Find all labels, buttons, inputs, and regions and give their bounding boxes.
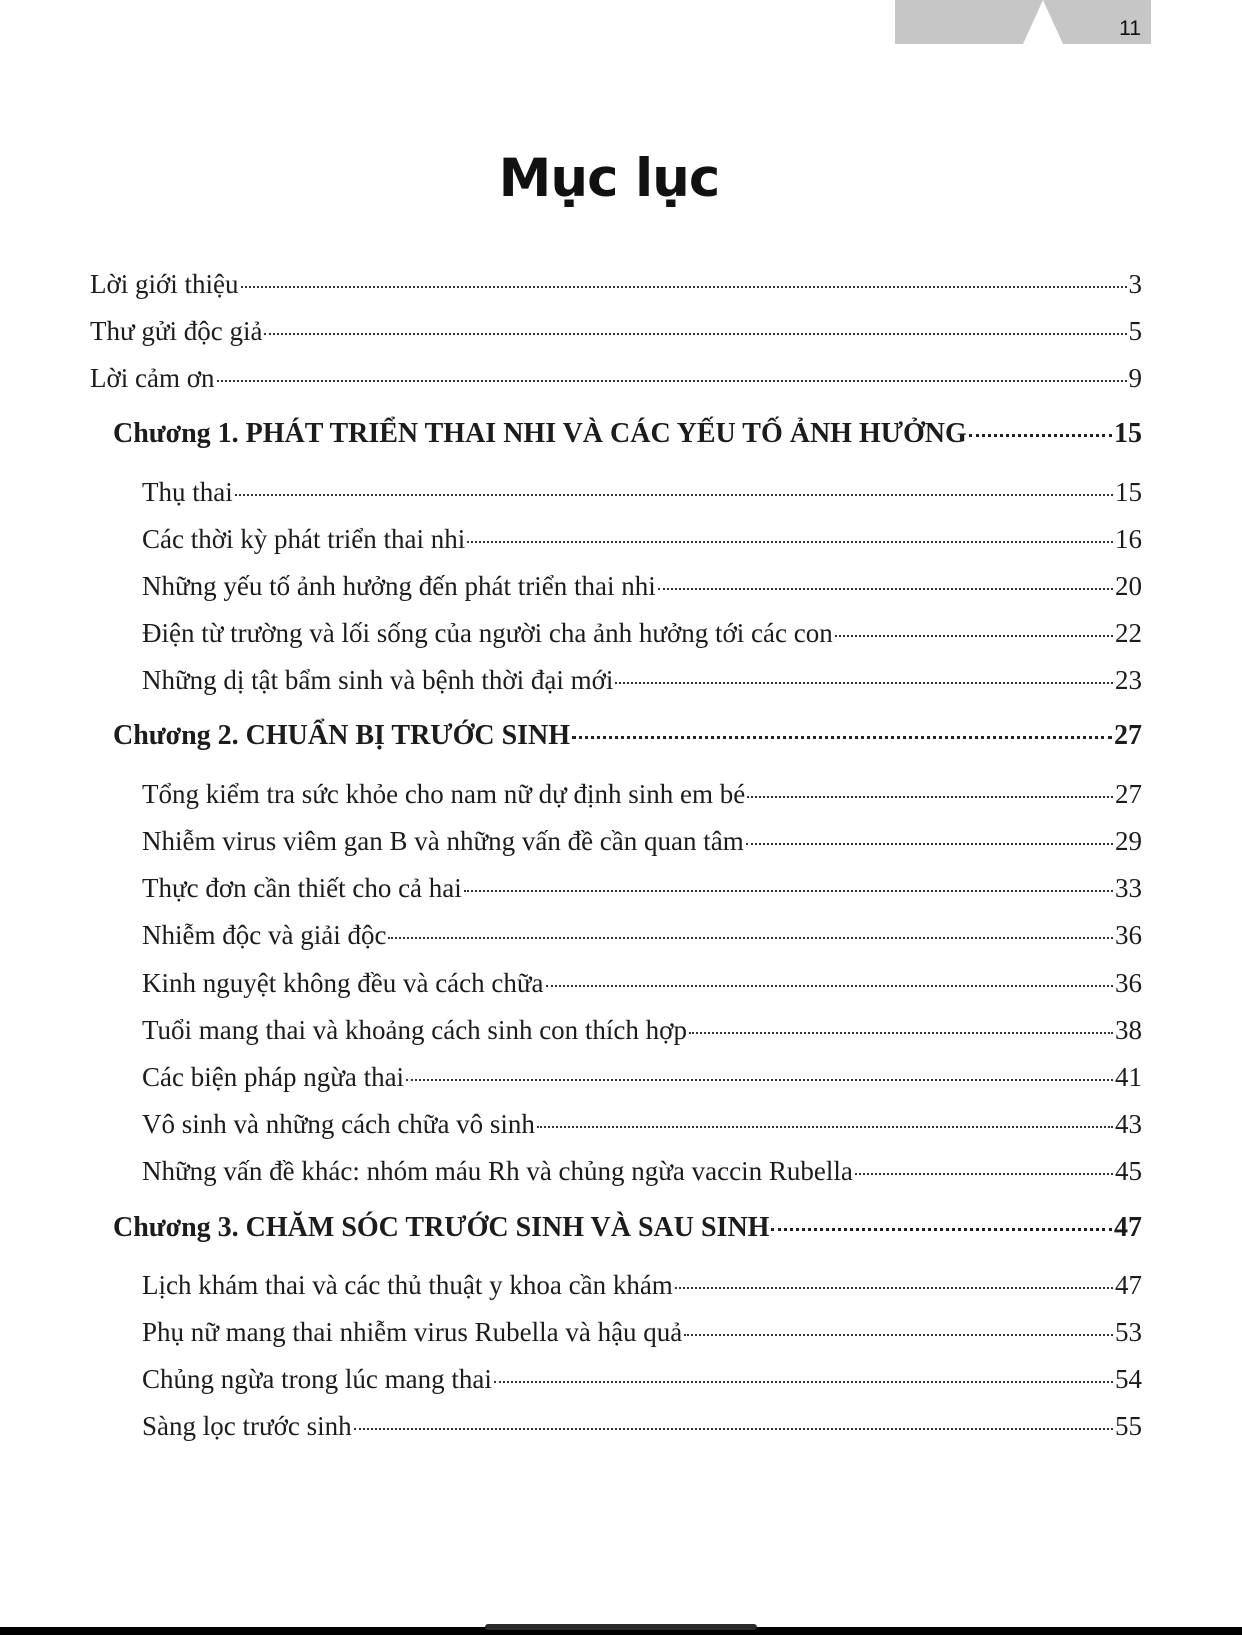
toc-section-label: Thực đơn cần thiết cho cả hai xyxy=(142,873,462,903)
toc-section-page: 27 xyxy=(1115,779,1142,809)
toc-section[interactable] xyxy=(142,966,1142,1000)
toc-section-label: Vô sinh và những cách chữa vô sinh xyxy=(142,1109,535,1139)
toc-chapter-label: Chương 3. CHĂM SÓC TRƯỚC SINH VÀ SAU SINH xyxy=(113,1212,770,1243)
toc-section[interactable] xyxy=(142,1060,1142,1094)
toc-title: Mục lục xyxy=(498,148,720,209)
toc-chapter-page: 47 xyxy=(1114,1212,1142,1243)
toc-section-page: 54 xyxy=(1115,1364,1142,1394)
toc-chapter-label: Chương 1. PHÁT TRIỂN THAI NHI VÀ CÁC YẾU TỐ ẢNH HƯỞNG xyxy=(113,418,967,449)
toc-entry-label: Lời cảm ơn xyxy=(90,363,215,393)
toc-section-page: 43 xyxy=(1115,1109,1142,1139)
dot-leader xyxy=(572,736,1112,739)
toc-section-page: 53 xyxy=(1115,1317,1142,1347)
dot-leader xyxy=(354,1428,1113,1430)
toc-section-label: Lịch khám thai và các thủ thuật y khoa cần khám xyxy=(142,1270,673,1300)
page-number: 11 xyxy=(1119,17,1141,40)
toc-entry-label: Thư gửi độc giả xyxy=(90,316,263,346)
toc-section[interactable] xyxy=(142,871,1142,905)
dot-leader xyxy=(235,494,1113,496)
toc-section-label: Nhiễm virus viêm gan B và những vấn đề cần quan tâm xyxy=(142,826,744,856)
toc-entry-front-matter[interactable] xyxy=(90,314,1142,348)
toc-section-label: Kinh nguyệt không đều và cách chữa xyxy=(142,968,544,998)
toc-section-label: Sàng lọc trước sinh xyxy=(142,1411,352,1441)
dot-leader xyxy=(658,588,1113,590)
toc-section-label: Các thời kỳ phát triển thai nhi xyxy=(142,524,466,554)
toc-section-page: 36 xyxy=(1115,968,1142,998)
dot-leader xyxy=(675,1287,1113,1289)
toc-section-label: Tổng kiểm tra sức khỏe cho nam nữ dự định sinh em bé xyxy=(142,779,746,809)
dot-leader xyxy=(494,1381,1113,1383)
dot-leader xyxy=(537,1126,1113,1128)
dot-leader xyxy=(615,682,1113,684)
toc-section[interactable] xyxy=(142,475,1142,509)
toc-section[interactable] xyxy=(142,1107,1142,1141)
toc-section-page: 33 xyxy=(1115,873,1142,903)
dot-leader xyxy=(771,1228,1112,1231)
toc-section[interactable] xyxy=(142,1268,1142,1302)
toc-section-label: Thụ thai xyxy=(142,477,233,507)
toc-section-page: 41 xyxy=(1115,1062,1142,1092)
toc-chapter-label: Chương 2. CHUẨN BỊ TRƯỚC SINH xyxy=(113,720,571,751)
dot-leader xyxy=(855,1173,1113,1175)
toc-section[interactable] xyxy=(142,1362,1142,1396)
toc-section-page: 15 xyxy=(1115,477,1142,507)
dot-leader xyxy=(388,937,1113,939)
dot-leader xyxy=(746,843,1113,845)
toc-section-label: Chủng ngừa trong lúc mang thai xyxy=(142,1364,492,1394)
toc-section-label: Nhiễm độc và giải độc xyxy=(142,920,387,950)
toc-section[interactable] xyxy=(142,1154,1142,1188)
toc-section-page: 55 xyxy=(1115,1411,1142,1441)
toc-section[interactable] xyxy=(142,777,1142,811)
toc-section[interactable] xyxy=(142,616,1142,650)
toc-section[interactable] xyxy=(142,824,1142,858)
dot-leader xyxy=(835,635,1113,637)
toc-section-label: Các biện pháp ngừa thai xyxy=(142,1062,405,1092)
toc-entry-page: 5 xyxy=(1128,316,1142,346)
toc-chapter-3[interactable] xyxy=(113,1211,1142,1245)
toc-entry-page: 9 xyxy=(1128,363,1142,393)
dot-leader xyxy=(684,1334,1113,1336)
dot-leader xyxy=(241,286,1127,288)
toc-section-page: 47 xyxy=(1115,1270,1142,1300)
toc-section-page: 16 xyxy=(1115,524,1142,554)
toc-section-label: Điện từ trường và lối sống của người cha ảnh hưởng tới các con xyxy=(142,618,833,648)
dot-leader xyxy=(217,380,1127,382)
toc-entry-front-matter[interactable] xyxy=(90,361,1142,395)
toc-section[interactable] xyxy=(142,1013,1142,1047)
toc-section-label: Những vấn đề khác: nhóm máu Rh và chủng ngừa vaccin Rubella xyxy=(142,1156,853,1186)
dot-leader xyxy=(546,985,1113,987)
toc-section[interactable] xyxy=(142,1315,1142,1349)
toc-chapter-page: 15 xyxy=(1114,418,1142,449)
dot-leader xyxy=(747,796,1113,798)
home-indicator[interactable] xyxy=(485,1624,757,1630)
toc-entry-label: Lời giới thiệu xyxy=(90,269,239,299)
toc-section[interactable] xyxy=(142,1409,1142,1443)
toc-section-label: Tuổi mang thai và khoảng cách sinh con thích hợp xyxy=(142,1015,687,1045)
toc-section-label: Những dị tật bẩm sinh và bệnh thời đại mới xyxy=(142,665,614,695)
toc-section-label: Những yếu tố ảnh hưởng đến phát triển thai nhi xyxy=(142,571,656,601)
toc-chapter-1[interactable] xyxy=(113,417,1142,451)
toc-section-page: 36 xyxy=(1115,920,1142,950)
toc-chapter-2[interactable] xyxy=(113,719,1142,753)
toc-section-page: 29 xyxy=(1115,826,1142,856)
toc-section[interactable] xyxy=(142,663,1142,697)
toc-section-page: 23 xyxy=(1115,665,1142,695)
toc-section[interactable] xyxy=(142,522,1142,556)
toc-entry-front-matter[interactable] xyxy=(90,267,1142,301)
dot-leader xyxy=(969,434,1112,437)
dot-leader xyxy=(467,541,1113,543)
dot-leader xyxy=(406,1079,1113,1081)
dot-leader xyxy=(264,333,1126,335)
toc-chapter-page: 27 xyxy=(1114,720,1142,751)
dot-leader xyxy=(689,1032,1113,1034)
toc-section-page: 22 xyxy=(1115,618,1142,648)
toc-section[interactable] xyxy=(142,569,1142,603)
toc-section-page: 20 xyxy=(1115,571,1142,601)
toc-section-page: 45 xyxy=(1115,1156,1142,1186)
toc-section-label: Phụ nữ mang thai nhiễm virus Rubella và hậu quả xyxy=(142,1317,683,1347)
dot-leader xyxy=(464,890,1113,892)
toc-section-page: 38 xyxy=(1115,1015,1142,1045)
toc-entry-page: 3 xyxy=(1128,269,1142,299)
toc-section[interactable] xyxy=(142,918,1142,952)
